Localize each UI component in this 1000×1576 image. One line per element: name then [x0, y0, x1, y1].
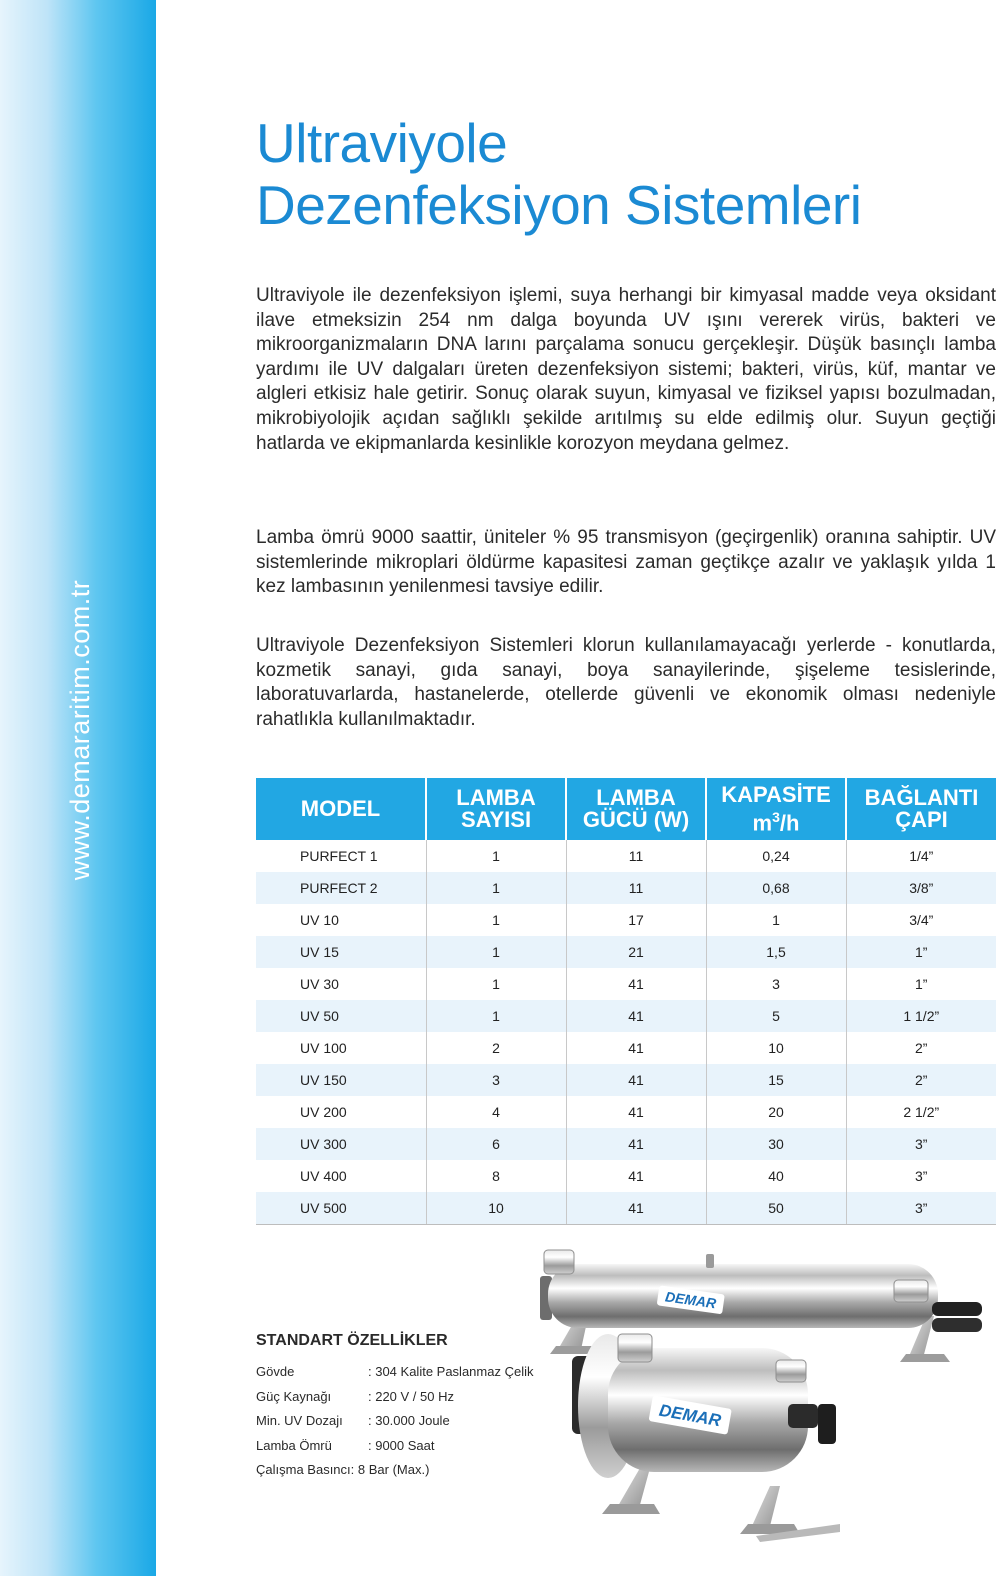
capacity-cell: 1: [706, 904, 846, 936]
table-row: [256, 1064, 996, 1096]
spec-table: [256, 778, 996, 1225]
feature-value: : 220 V / 50 Hz: [368, 1388, 454, 1404]
title-line-1: Ultraviyole: [256, 112, 508, 174]
lamp-power-cell: 41: [566, 1000, 706, 1032]
lamp-power-cell: 41: [566, 968, 706, 1000]
lamp-power-cell: 41: [566, 1032, 706, 1064]
feature-label: Güç Kaynağı: [256, 1388, 332, 1404]
connection-cell: 2”: [846, 1032, 996, 1064]
lamp-count-cell: 4: [426, 1096, 566, 1128]
lamp-count-cell: 1: [426, 1000, 566, 1032]
lamp-count-cell: 1: [426, 936, 566, 968]
lamp-power-cell: 41: [566, 1128, 706, 1160]
connection-cell: 3/8”: [846, 872, 996, 904]
lamp-power-cell: 41: [566, 1192, 706, 1224]
lamp-power-cell: 21: [566, 936, 706, 968]
table-row: [256, 904, 996, 936]
header-lamp-power: LAMBA GÜCÜ (W): [566, 778, 706, 840]
lamp-count-cell: 3: [426, 1064, 566, 1096]
connection-cell: 3”: [846, 1128, 996, 1160]
table-row: [256, 1096, 996, 1128]
feature-label: Gövde: [256, 1364, 295, 1379]
capacity-cell: 10: [706, 1032, 846, 1064]
lamp-count-cell: 10: [426, 1192, 566, 1224]
lamp-power-cell: 41: [566, 1064, 706, 1096]
lamp-count-cell: 1: [426, 904, 566, 936]
table-row: [256, 936, 996, 968]
capacity-cell: 50: [706, 1192, 846, 1224]
model-cell: UV 150: [256, 1064, 426, 1096]
table-row: [256, 1032, 996, 1064]
model-cell: UV 200: [300, 1104, 347, 1120]
uv-unit-small: [572, 1334, 840, 1542]
title-line-2: Dezenfeksiyon Sistemleri: [256, 174, 862, 236]
capacity-cell: 15: [706, 1064, 846, 1096]
feature-value: : 30.000 Joule: [368, 1413, 450, 1428]
lamp-count-cell: 1: [426, 968, 566, 1000]
lamp-count-cell: 6: [426, 1128, 566, 1160]
header-model: MODEL: [256, 778, 426, 840]
capacity-cell: 30: [706, 1128, 846, 1160]
table-row: [256, 968, 996, 1000]
connection-cell: 1 1/2”: [846, 1000, 996, 1032]
header-capacity: KAPASİTE $m^3/h$: [706, 778, 846, 840]
model-cell: UV 15: [256, 936, 426, 968]
connection-cell: 3/4”: [846, 904, 996, 936]
connection-cell: 3”: [846, 1160, 996, 1192]
header-lamp-count: LAMBA SAYISI: [426, 778, 566, 840]
capacity-cell: 5: [706, 1000, 846, 1032]
model-cell: PURFECT 2: [256, 872, 426, 904]
spec-table-header: [256, 778, 996, 840]
page-title: [256, 112, 996, 236]
connection-cell: 1”: [846, 968, 996, 1000]
capacity-cell: 40: [706, 1160, 846, 1192]
lamp-power-cell: 11: [566, 840, 706, 872]
lamp-power-cell: 41: [566, 1096, 706, 1128]
connection-cell: 2 1/2”: [846, 1096, 996, 1128]
intro-paragraph-2: Lamba ömrü 9000 saattir, üniteler % 95 transmisyon (geçirgenlik) oranına sahiptir. UV sistemlerinde mikroplari öldürme kapasitesi zaman geçtikçe azalır ve yaklaşık yılda 1 kez lambasının yenilenmesi tavsiye edilir.: [256, 527, 996, 598]
uv-unit-product-image: [520, 1236, 996, 1566]
model-cell: PURFECT 1: [300, 848, 378, 864]
intro-paragraph-3: Ultraviyole Dezenfeksiyon Sistemleri klorun kullanılamayacağı yerlerde - konutlarda, kozmetik sanayi, gıda sanayi, boya sanayilerinde, şişeleme tesislerinde, laboratuvarlarda, hastanelerde, otellerde güvenli ve ekonomik olması nedeniyle rahatlıkla kullanılmaktadır.: [256, 635, 996, 730]
lamp-count-cell: 2: [426, 1032, 566, 1064]
header-connection: BAĞLANTI ÇAPI: [846, 778, 996, 840]
connection-cell: 1”: [846, 936, 996, 968]
model-cell: UV 400: [300, 1168, 347, 1184]
feature-value: : 8 Bar (Max.): [350, 1462, 430, 1477]
lamp-count-cell: 1: [426, 840, 566, 872]
website-url[interactable]: www.demararitim.com.tr: [65, 579, 95, 881]
feature-label: Çalışma Basıncı: [256, 1462, 351, 1477]
features-title: STANDART ÖZELLİKLER: [256, 1332, 448, 1349]
capacity-cell: 3: [706, 968, 846, 1000]
connection-cell: 1/4”: [846, 840, 996, 872]
table-row: [256, 1192, 996, 1224]
table-row: [256, 1000, 996, 1032]
model-cell: UV 100: [300, 1040, 347, 1056]
feature-label: Min. UV Dozajı: [256, 1413, 343, 1428]
lamp-count-cell: 1: [426, 872, 566, 904]
table-row: [256, 1160, 996, 1192]
table-row: [256, 840, 996, 872]
capacity-cell: 0,24: [706, 840, 846, 872]
brand-label-small: DEMAR: [657, 1400, 723, 1431]
brand-label-large: DEMAR: [664, 1288, 718, 1312]
feature-label: Lamba Ömrü: [256, 1437, 332, 1453]
capacity-cell: 0,68: [706, 872, 846, 904]
model-cell: UV 500: [256, 1192, 426, 1224]
lamp-count-cell: 8: [426, 1160, 566, 1192]
connection-cell: 2”: [846, 1064, 996, 1096]
model-cell: UV 50: [256, 1000, 426, 1032]
model-cell: UV 10: [300, 912, 339, 928]
feature-value: : 9000 Saat: [368, 1437, 435, 1453]
model-cell: UV 300: [256, 1128, 426, 1160]
capacity-cell: 1,5: [706, 936, 846, 968]
lamp-power-cell: 17: [566, 904, 706, 936]
capacity-cell: 20: [706, 1096, 846, 1128]
lamp-power-cell: 41: [566, 1160, 706, 1192]
lamp-power-cell: 11: [566, 872, 706, 904]
table-row: [256, 872, 996, 904]
table-row: [256, 1128, 996, 1160]
model-cell: UV 30: [300, 976, 339, 992]
intro-paragraph-1: Ultraviyole ile dezenfeksiyon işlemi, suya herhangi bir kimyasal madde veya oksidant ilave etmeksizin 254 nm dalga boyunda UV ışını vererek virüs, bakteri ve mikroorganizmaların DNA larını parçalama sonucu gerçekleşir. Düşük basınçlı lamba yardımı ile UV dalgaları üreten dezenfeksiyon sistemi; bakteri, virüs, küf, mantar ve algleri etkisiz hale getirir. Sonuç olarak suyun, kimyasal ve fiziksel yapısı bozulmadan, mikrobiyolojik açıdan sağlıklı şekilde arıtılmış su elde edilmiş olur. Suyun geçtiği hatlarda ve ekipmanlarda kesinlikle korozyon meydana gelmez.: [256, 285, 996, 454]
feature-value: : 304 Kalite Paslanmaz Çelik: [368, 1364, 534, 1379]
connection-cell: 3”: [846, 1192, 996, 1224]
